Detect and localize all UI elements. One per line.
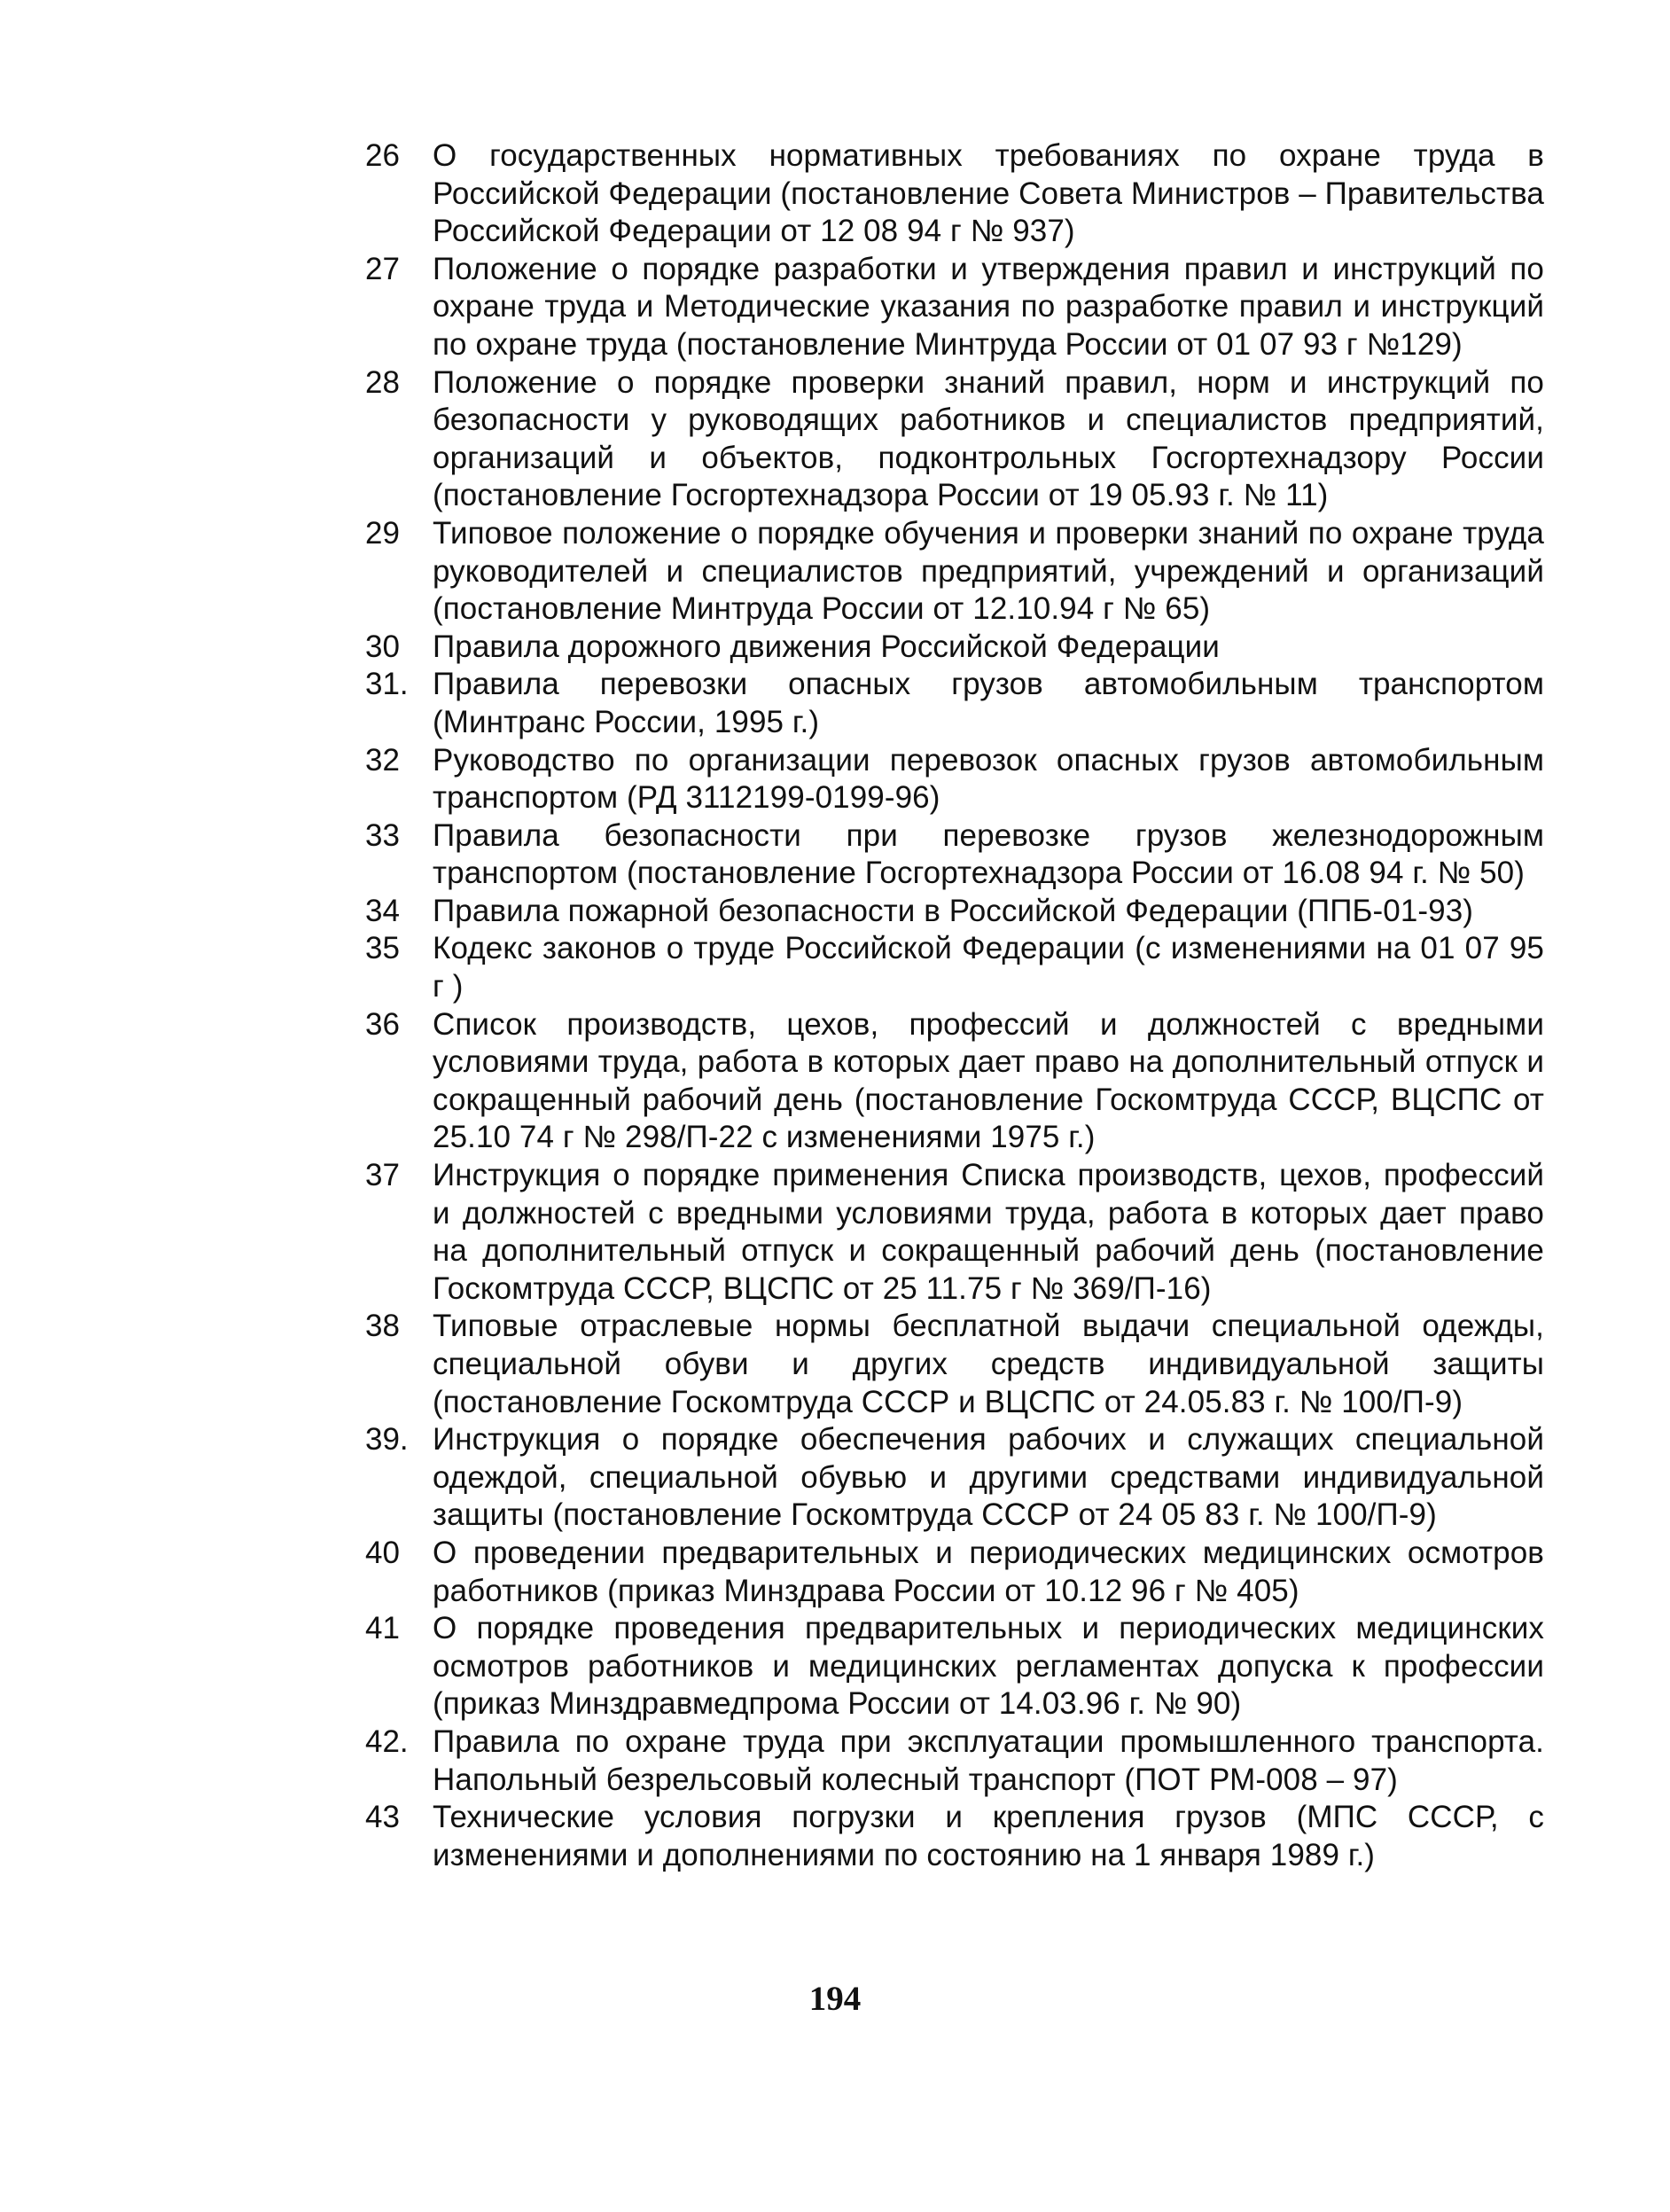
reference-item — [365, 666, 1544, 741]
reference-number: 37 — [365, 1158, 400, 1193]
reference-number: 43 — [365, 1800, 400, 1835]
reference-number: 32 — [365, 742, 400, 778]
reference-text: О порядке проведения предварительных и периодических медицинских осмотров работников и медицинских регламентах допуска к профессии (приказ Минздравмедпрома России от 14.03.96 г. № 90) — [433, 1611, 1544, 1722]
reference-item — [365, 817, 1544, 893]
reference-item — [365, 930, 1544, 1005]
reference-item — [365, 1308, 1544, 1421]
reference-item — [365, 251, 1544, 364]
reference-item — [365, 137, 1544, 251]
reference-item — [365, 1006, 1544, 1157]
page-number: 194 — [808, 1980, 862, 2018]
reference-item — [365, 1723, 1544, 1799]
reference-text: Положение о порядке проверки знаний правил, норм и инструкций по безопасности у руководящих работников и специалистов предприятий, организаций и объектов, подконтрольных Госгортехнадзору России (постановление Госгортехнадзора России от 19 05.93 г. № 11) — [433, 364, 1544, 513]
reference-text: О проведении предварительных и периодических медицинских осмотров работников (приказ Минздрава России от 10.12 96 г № 405) — [433, 1535, 1544, 1608]
reference-item — [365, 515, 1544, 629]
reference-text: Инструкция о порядке применения Списка производств, цехов, профессий и должностей с вредными условиями труда, работа в которых дает право на дополнительный отпуск и сокращенный рабочий день (постановление Госкомтруда СССР, ВЦСПС от 25 11.75 г № 369/П-16) — [433, 1158, 1544, 1306]
reference-text: Правила перевозки опасных грузов автомобильным транспортом (Минтранс России, 1995 г.) — [433, 667, 1544, 739]
reference-number: 39. — [365, 1422, 409, 1458]
reference-text: Список производств, цехов, профессий и должностей с вредными условиями труда, работа в которых дает право на дополнительный отпуск и сокращенный рабочий день (постановление Госкомтруда СССР, ВЦСПС от 25.10 74 г № 298/П-22 с изменениями 1975 г.) — [433, 1006, 1544, 1155]
reference-number: 31. — [365, 667, 409, 702]
reference-item — [365, 364, 1544, 515]
reference-text: Правила дорожного движения Российской Федерации — [433, 629, 1220, 664]
reference-number: 27 — [365, 251, 400, 286]
reference-item — [365, 1421, 1544, 1535]
reference-text: Правила по охране труда при эксплуатации промышленного транспорта. Напольный безрельсовый колесный транспорт (ПОТ РМ-008 – 97) — [433, 1723, 1544, 1797]
reference-number: 29 — [365, 515, 400, 551]
reference-number: 33 — [365, 817, 400, 853]
reference-number: 26 — [365, 138, 400, 173]
reference-item — [365, 629, 1544, 667]
reference-number: 35 — [365, 931, 400, 966]
reference-item — [365, 1799, 1544, 1874]
reference-number: 38 — [365, 1309, 400, 1344]
reference-item — [365, 1610, 1544, 1723]
reference-text: Кодекс законов о труде Российской Федерации (с изменениями на 01 07 95 г ) — [433, 931, 1544, 1004]
reference-text: О государственных нормативных требованиях по охране труда в Российской Федерации (постановление Совета Министров – Правительства Российской Федерации от 12 08 94 г № 937) — [433, 138, 1544, 249]
reference-list — [365, 137, 1544, 1874]
reference-item — [365, 1535, 1544, 1610]
reference-text: Руководство по организации перевозок опасных грузов автомобильным транспортом (РД 3112199-0199-96) — [433, 742, 1544, 816]
reference-text: Правила безопасности при перевозке грузов железнодорожным транспортом (постановление Госгортехнадзора России от 16.08 94 г. № 50) — [433, 817, 1544, 891]
reference-number: 30 — [365, 629, 400, 664]
reference-text: Инструкция о порядке обеспечения рабочих и служащих специальной одеждой, специальной обувью и другими средствами индивидуальной защиты (постановление Госкомтруда СССР от 24 05 83 г. № 100/П-9) — [433, 1422, 1544, 1533]
reference-item — [365, 742, 1544, 817]
reference-number: 36 — [365, 1006, 400, 1042]
reference-number: 42. — [365, 1723, 409, 1759]
reference-number: 41 — [365, 1611, 400, 1646]
reference-number: 34 — [365, 893, 400, 928]
reference-text: Правила пожарной безопасности в Российской Федерации (ППБ-01-93) — [433, 893, 1474, 928]
reference-text: Технические условия погрузки и крепления грузов (МПС СССР, с изменениями и дополнениями по состоянию на 1 января 1989 г.) — [433, 1800, 1544, 1872]
reference-number: 40 — [365, 1535, 400, 1570]
reference-number: 28 — [365, 364, 400, 400]
reference-text: Положение о порядке разработки и утверждения правил и инструкций по охране труда и Методические указания по разработке правил и инструкций по охране труда (постановление Минтруда России от 01 07 93 г №129) — [433, 251, 1544, 362]
reference-item — [365, 1157, 1544, 1308]
reference-item — [365, 893, 1544, 931]
reference-text: Типовые отраслевые нормы бесплатной выдачи специальной одежды, специальной обуви и других средств индивидуальной защиты (постановление Госкомтруда СССР и ВЦСПС от 24.05.83 г. № 100/П-9) — [433, 1309, 1544, 1419]
reference-text: Типовое положение о порядке обучения и проверки знаний по охране труда руководителей и специалистов предприятий, учреждений и организаций (постановление Минтруда России от 12.10.94 г № 65) — [433, 515, 1544, 627]
